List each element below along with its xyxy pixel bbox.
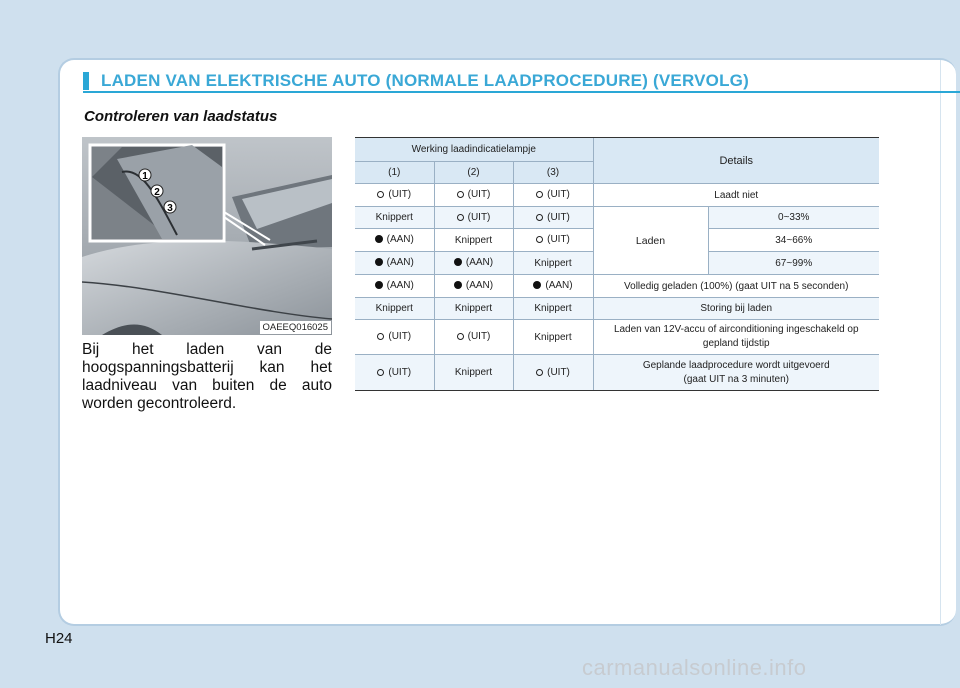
cell-lamp-1: (UIT) [388, 189, 412, 200]
table-header-row [355, 138, 879, 162]
cell-lamp-3: (UIT) [547, 366, 570, 378]
cell-detail-line-2: gepland tijdstip [702, 338, 770, 349]
figure-caption: OAEEQ016025 [260, 321, 332, 334]
lamp-off-icon [377, 333, 384, 340]
table-row [355, 275, 879, 298]
lamp-on-icon [375, 235, 383, 243]
table-row [355, 184, 879, 207]
cell-lamp-3: (UIT) [547, 211, 570, 223]
watermark: carmanualsonline.info [582, 655, 807, 680]
header-rule [83, 91, 960, 93]
table-row [355, 320, 879, 355]
lamp-on-icon [454, 281, 462, 289]
lamp-off-icon [536, 369, 543, 376]
section-header [83, 70, 960, 90]
lamp-off-icon [457, 214, 464, 221]
cell-lamp-1: (AAN) [386, 233, 414, 245]
cell-lamp-2: (AAN) [465, 256, 494, 268]
cell-lamp-3: Knippert [513, 252, 593, 275]
table-row [355, 355, 879, 391]
cell-detail: Storing bij laden [593, 298, 879, 320]
cell-level: 0~33% [708, 207, 879, 229]
header-details-cell: Details [593, 138, 879, 184]
cell-lamp-3: (UIT) [547, 234, 570, 245]
column-header-1: (1) [355, 162, 434, 184]
cell-detail: Laadt niet [593, 184, 879, 207]
cell-lamp-2: (UIT) [467, 211, 491, 223]
cell-lamp-1: (AAN) [386, 279, 414, 291]
lamp-off-icon [457, 333, 464, 340]
marker-2-label: 2 [154, 187, 160, 198]
lamp-off-icon [536, 214, 543, 221]
cell-detail-line-1: Geplande laadprocedure wordt uitgevoerd [642, 359, 830, 371]
cell-lamp-3: (UIT) [547, 189, 570, 200]
cell-lamp-1: Knippert [355, 207, 434, 229]
cell-lamp-1: (UIT) [388, 331, 412, 342]
lamp-off-icon [377, 191, 384, 198]
cell-detail [593, 355, 879, 391]
lamp-on-icon [375, 281, 383, 289]
cell-lamp-1: (UIT) [388, 366, 412, 378]
marker-layer [82, 137, 332, 335]
cell-lamp-2: Knippert [434, 298, 513, 320]
cell-lamp-3: (AAN) [545, 279, 573, 291]
cell-level: 67~99% [708, 252, 879, 275]
cell-detail-line-1: Laden van 12V-accu of airconditioning ingeschakeld op [613, 324, 859, 335]
charge-status-table [355, 137, 879, 391]
subheading: Controleren van laadstatus [84, 108, 278, 125]
cell-lamp-1: (AAN) [386, 256, 414, 268]
cell-lamp-3: Knippert [513, 320, 593, 355]
header-accent-bar [83, 72, 89, 90]
lamp-on-icon [375, 258, 383, 266]
lamp-off-icon [536, 191, 543, 198]
cell-detail-line-2: (gaat UIT na 3 minuten) [683, 373, 789, 385]
cell-level: 34~66% [708, 229, 879, 252]
lamp-off-icon [377, 369, 384, 376]
cell-detail: Volledig geladen (100%) (gaat UIT na 5 seconden) [593, 275, 879, 298]
edge-line [940, 60, 941, 625]
marker-3-label: 3 [167, 203, 173, 214]
cell-detail [593, 320, 879, 355]
lamp-on-icon [454, 258, 462, 266]
cell-lamp-2: (UIT) [467, 331, 491, 342]
page-number: H24 [45, 630, 73, 647]
lamp-off-icon [536, 236, 543, 243]
section-title: LADEN VAN ELEKTRISCHE AUTO (NORMALE LAADPROCEDURE) (VERVOLG) [101, 71, 749, 90]
lamp-off-icon [457, 191, 464, 198]
cell-detail-group: Laden [593, 207, 708, 275]
cell-lamp-1: Knippert [355, 298, 434, 320]
body-text: Bij het laden van de hoogspanningsbatterij kan het laadniveau van buiten de auto worden gecontroleerd. [82, 341, 332, 412]
marker-1-label: 1 [142, 171, 148, 182]
table-row [355, 207, 879, 229]
lamp-on-icon [533, 281, 541, 289]
cell-lamp-2: (UIT) [467, 189, 491, 200]
charge-port-figure [82, 137, 332, 335]
column-header-3: (3) [513, 162, 593, 184]
cell-lamp-2: Knippert [434, 355, 513, 391]
cell-lamp-2: Knippert [434, 229, 513, 252]
header-group-cell: Werking laadindicatielampje [355, 138, 593, 162]
table-row [355, 298, 879, 320]
cell-lamp-2: (AAN) [465, 279, 494, 291]
column-header-2: (2) [434, 162, 513, 184]
cell-lamp-3: Knippert [513, 298, 593, 320]
